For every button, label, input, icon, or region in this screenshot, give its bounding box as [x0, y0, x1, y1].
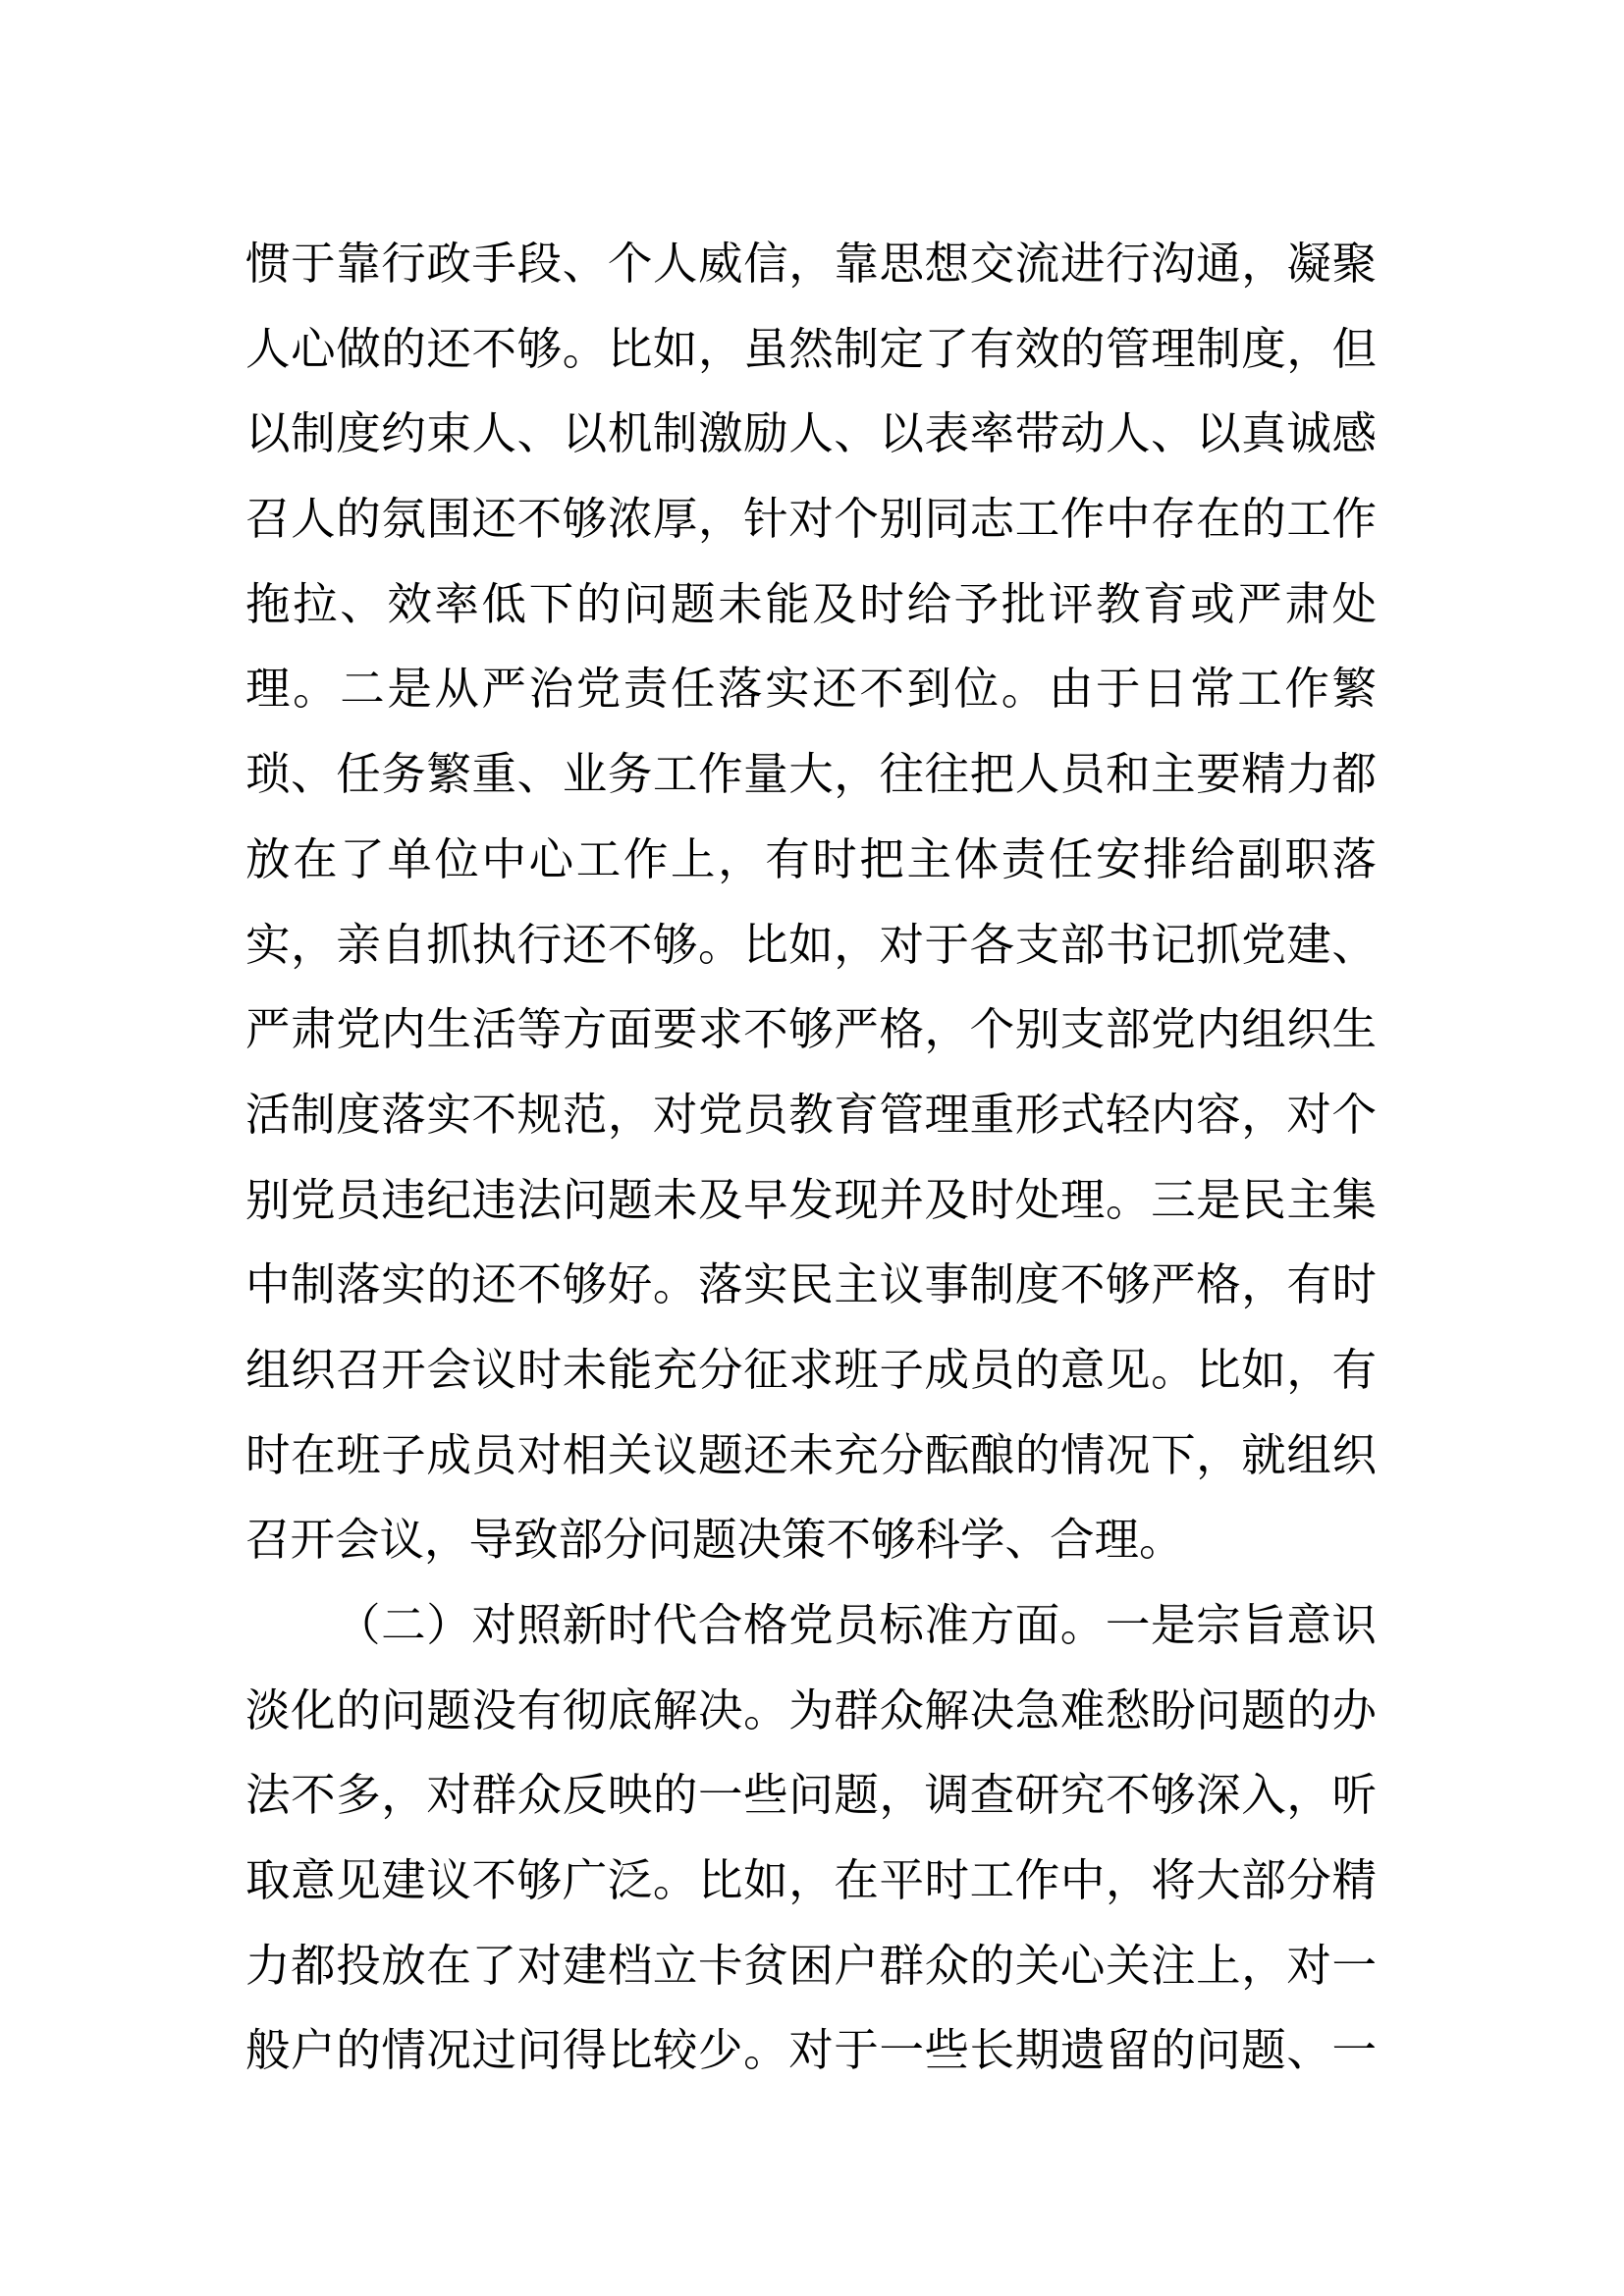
text-line: 淡化的问题没有彻底解决。为群众解决急难愁盼问题的办 — [245, 1683, 1377, 1736]
text-line: 拖拉、效率低下的问题未能及时给予批评教育或严肃处 — [245, 577, 1377, 630]
text-line: 时在班子成员对相关议题还未充分酝酿的情况下，就组织 — [245, 1428, 1377, 1481]
text-line: 惯于靠行政手段、个人威信，靠思想交流进行沟通，凝聚 — [245, 238, 1377, 290]
text-line: 中制落实的还不够好。落实民主议事制度不够严格，有时 — [245, 1258, 1377, 1311]
section-heading-line: （二）对照新时代合格党员标准方面。一是宗旨意识 — [336, 1599, 1377, 1651]
text-line: 组织召开会议时未能充分征求班子成员的意见。比如，有 — [245, 1343, 1377, 1396]
text-line: 活制度落实不规范，对党员教育管理重形式轻内容，对个 — [245, 1088, 1377, 1141]
text-line: 放在了单位中心工作上，有时把主体责任安排给副职落 — [245, 832, 1377, 885]
text-line: 召人的氛围还不够浓厚，针对个别同志工作中存在的工作 — [245, 493, 1377, 546]
text-line: 法不多，对群众反映的一些问题，调查研究不够深入，听 — [245, 1769, 1377, 1822]
text-line: 实，亲自抓执行还不够。比如，对于各支部书记抓党建、 — [245, 918, 1377, 971]
text-line: 召开会议，导致部分问题决策不够科学、合理。 — [245, 1514, 1184, 1567]
text-line: 力都投放在了对建档立卡贫困户群众的关心关注上，对一 — [245, 1939, 1377, 1992]
text-line: 人心做的还不够。比如，虽然制定了有效的管理制度，但 — [245, 322, 1377, 375]
text-line: 理。二是从严治党责任落实还不到位。由于日常工作繁 — [245, 663, 1377, 716]
text-line: 严肃党内生活等方面要求不够严格，个别支部党内组织生 — [245, 1003, 1377, 1056]
text-line: 以制度约束人、以机制激励人、以表率带动人、以真诚感 — [245, 407, 1377, 460]
paragraph-party-member-standards — [245, 1583, 1377, 2094]
paragraph-leadership-issues — [245, 222, 1377, 1583]
text-line: 般户的情况过问得比较少。对于一些长期遗留的问题、一 — [245, 2024, 1377, 2077]
text-line: 琐、任务繁重、业务工作量大，往往把人员和主要精力都 — [245, 748, 1377, 801]
document-body — [245, 222, 1377, 2094]
text-line: 取意见建议不够广泛。比如，在平时工作中，将大部分精 — [245, 1854, 1377, 1907]
text-line: 别党员违纪违法问题未及早发现并及时处理。三是民主集 — [245, 1173, 1377, 1226]
